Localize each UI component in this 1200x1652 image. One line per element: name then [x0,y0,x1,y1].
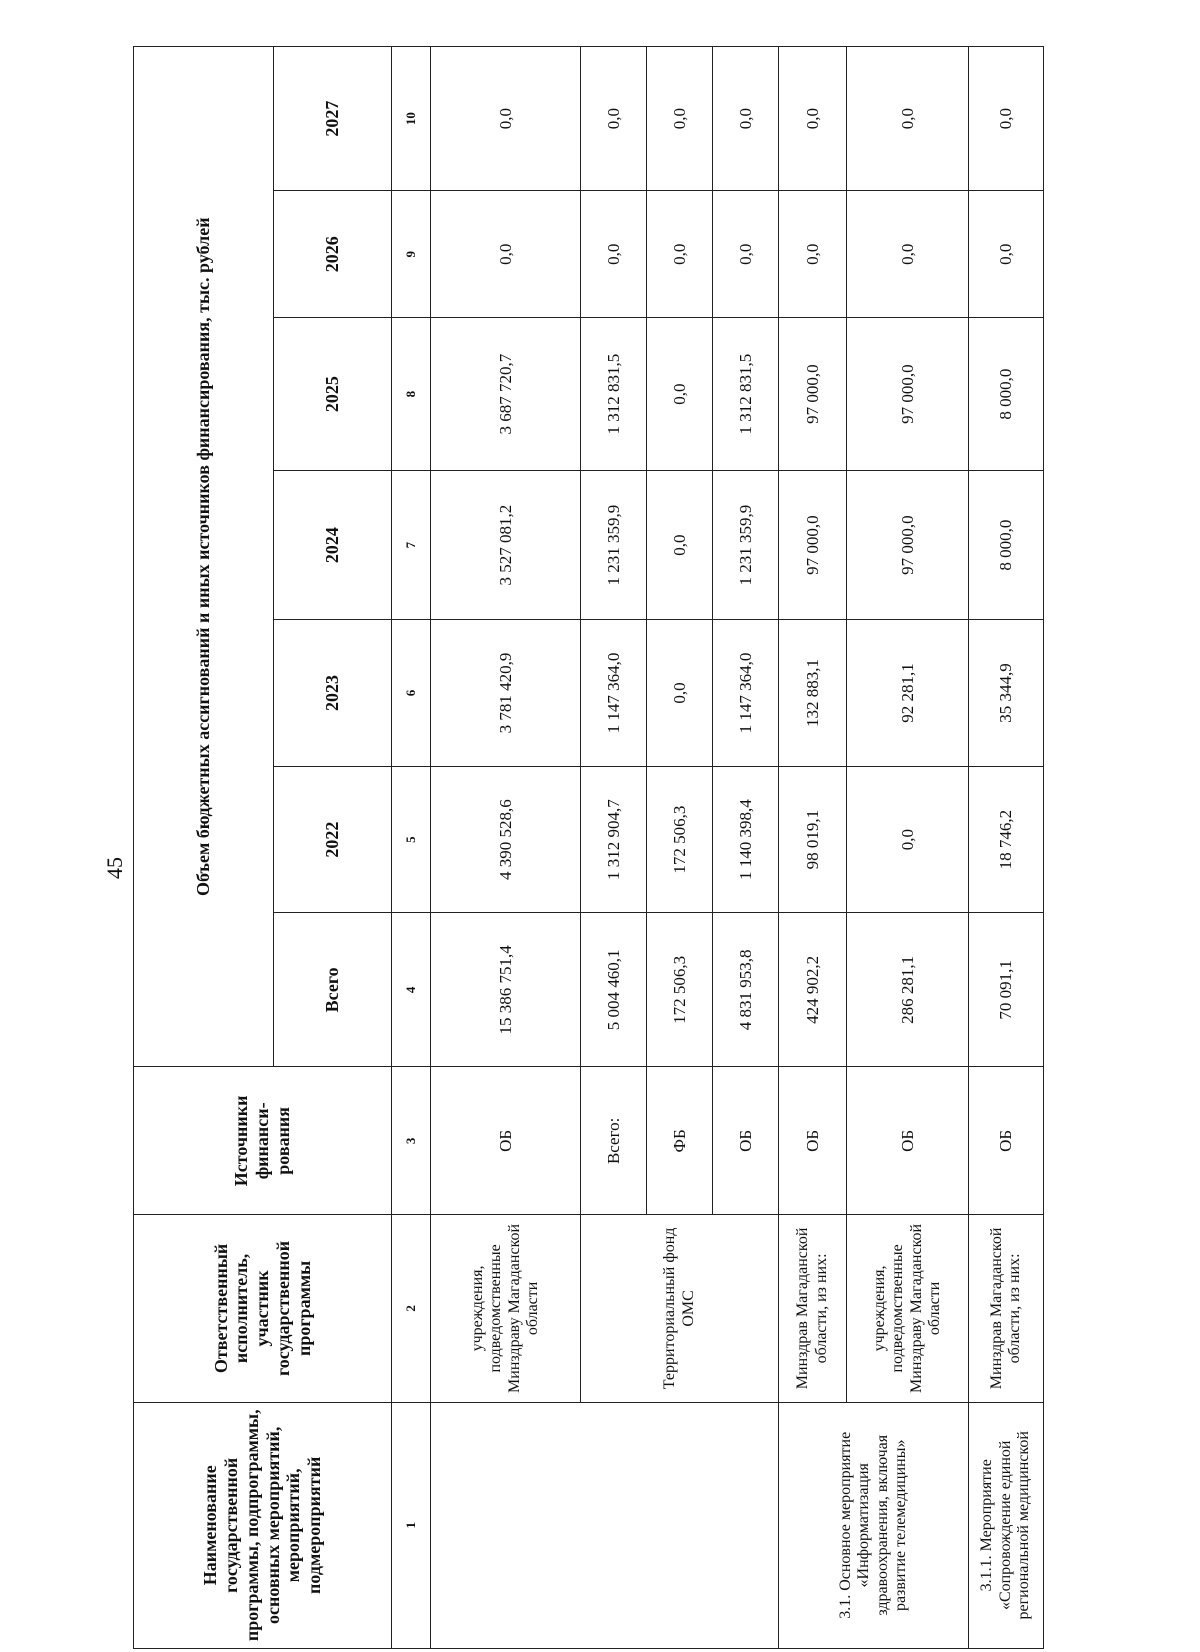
value-cell: 0,0 [431,191,581,318]
table-row [969,47,1044,1649]
header-col-name: Наименование государственной программы, подпрограммы, основных мероприятий, мероприятий, подмероприятий [134,1402,392,1648]
value-cell: 1 312 831,5 [581,318,647,471]
column-index: 6 [392,620,431,767]
header-col-source: Источники финанси-рования [134,1067,392,1215]
source-cell: ОБ [431,1067,581,1215]
value-cell: 0,0 [847,191,969,318]
header-year: 2026 [274,191,392,318]
header-volume: Объем бюджетных ассигнований и иных источников финансирования, тыс. рублей [134,47,274,1067]
value-cell: 0,0 [779,191,847,318]
value-cell: 0,0 [847,766,969,913]
column-index: 10 [392,47,431,191]
header-year: 2027 [274,47,392,191]
column-index: 9 [392,191,431,318]
value-cell: 0,0 [647,191,713,318]
program-name-cell: 3.1. Основное мероприятие «Информатизация здравоохранения, включая развитие телемедицины» [779,1402,969,1648]
value-cell: 18 746,2 [969,766,1044,913]
source-cell: ОБ [847,1067,969,1215]
table-row [779,47,847,1649]
column-index: 2 [392,1215,431,1402]
value-cell: 92 281,1 [847,620,969,767]
program-name-cell: 3.1.1. Мероприятие «Сопровождение единой региональной медицинской [969,1402,1044,1648]
column-index: 5 [392,766,431,913]
value-cell: 0,0 [713,191,779,318]
value-cell: 97 000,0 [779,318,847,471]
table-row [431,47,581,1649]
program-name-cell [431,1402,779,1648]
value-cell: 1 147 364,0 [713,620,779,767]
header-year: 2023 [274,620,392,767]
value-cell: 98 019,1 [779,766,847,913]
value-cell: 70 091,1 [969,913,1044,1067]
value-cell: 286 281,1 [847,913,969,1067]
value-cell: 1 147 364,0 [581,620,647,767]
value-cell: 4 390 528,6 [431,766,581,913]
column-index: 8 [392,318,431,471]
column-index: 7 [392,471,431,620]
value-cell: 172 506,3 [647,913,713,1067]
value-cell: 1 312 904,7 [581,766,647,913]
value-cell: 0,0 [581,47,647,191]
value-cell: 0,0 [431,47,581,191]
value-cell: 35 344,9 [969,620,1044,767]
source-cell: ОБ [969,1067,1044,1215]
responsible-cell: учреждения, подведомственные Минздраву Магаданской области [847,1215,969,1402]
value-cell: 3 781 420,9 [431,620,581,767]
responsible-cell: Минздрав Магаданской области, из них: [779,1215,847,1402]
value-cell: 1 140 398,4 [713,766,779,913]
value-cell: 0,0 [969,47,1044,191]
value-cell: 5 004 460,1 [581,913,647,1067]
value-cell: 8 000,0 [969,318,1044,471]
header-year: 2025 [274,318,392,471]
value-cell: 8 000,0 [969,471,1044,620]
header-total: Всего [274,913,392,1067]
value-cell: 1 231 359,9 [581,471,647,620]
header-year: 2024 [274,471,392,620]
header-col-responsible: Ответственный исполнитель, участник государственной программы [134,1215,392,1402]
source-cell: ОБ [779,1067,847,1215]
value-cell: 97 000,0 [847,471,969,620]
column-index: 1 [392,1402,431,1648]
value-cell: 97 000,0 [847,318,969,471]
column-index: 3 [392,1067,431,1215]
value-cell: 0,0 [969,191,1044,318]
value-cell: 0,0 [779,47,847,191]
value-cell: 0,0 [647,471,713,620]
table-container [133,46,1033,1649]
responsible-cell: Минздрав Магаданской области, из них: [969,1215,1044,1402]
value-cell: 3 527 081,2 [431,471,581,620]
source-cell: ОБ [713,1067,779,1215]
value-cell: 0,0 [647,318,713,471]
header-year: 2022 [274,766,392,913]
value-cell: 0,0 [847,47,969,191]
financing-table [133,46,1044,1649]
value-cell: 4 831 953,8 [713,913,779,1067]
column-index: 4 [392,913,431,1067]
value-cell: 15 386 751,4 [431,913,581,1067]
responsible-cell: Территориальный фонд ОМС [581,1215,779,1402]
source-cell: ФБ [647,1067,713,1215]
value-cell: 424 902,2 [779,913,847,1067]
value-cell: 97 000,0 [779,471,847,620]
value-cell: 1 312 831,5 [713,318,779,471]
value-cell: 0,0 [647,47,713,191]
value-cell: 0,0 [713,47,779,191]
value-cell: 0,0 [581,191,647,318]
page-number: 45 [102,857,127,879]
value-cell: 3 687 720,7 [431,318,581,471]
value-cell: 0,0 [647,620,713,767]
source-cell: Всего: [581,1067,647,1215]
value-cell: 1 231 359,9 [713,471,779,620]
value-cell: 132 883,1 [779,620,847,767]
responsible-cell: учреждения, подведомственные Минздраву Магаданской области [431,1215,581,1402]
value-cell: 172 506,3 [647,766,713,913]
